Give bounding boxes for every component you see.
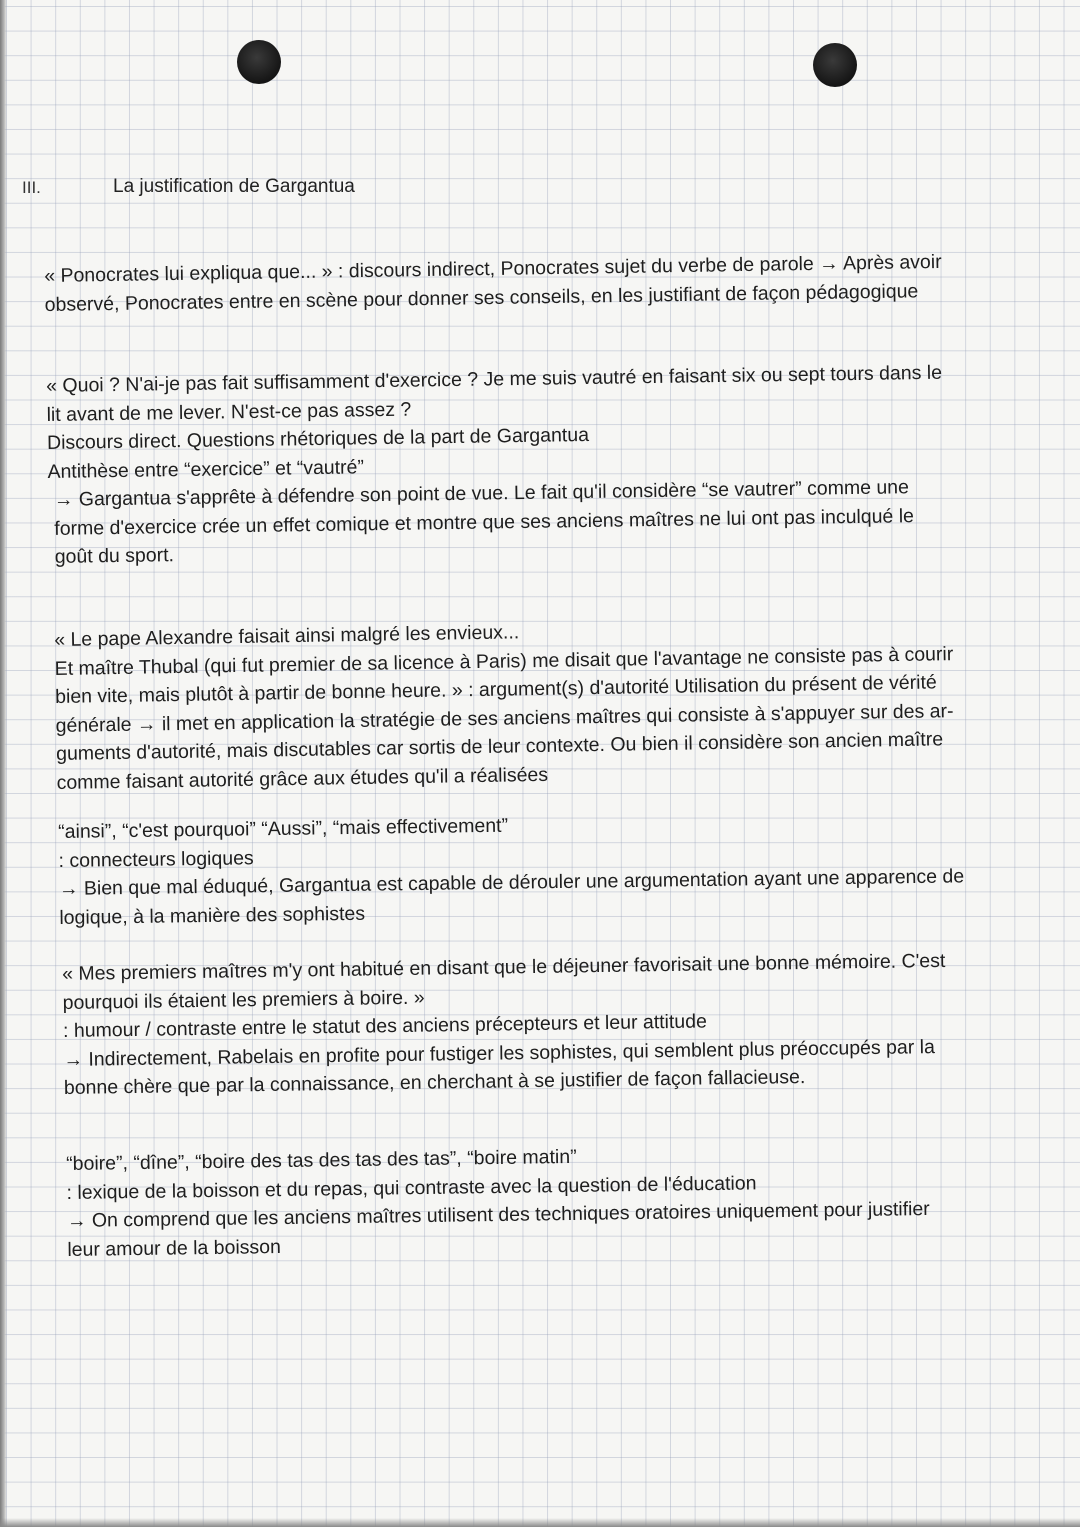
text-line: “ainsi”, “c'est pourquoi” “Aussi”, “mais effectivement” (58, 814, 509, 843)
paragraph-ponocrates (44, 248, 942, 319)
paragraph-connecteurs (58, 805, 965, 932)
text-line: “boire”, “dîne”, “boire des tas des tas des tas”, “boire matin” (66, 1145, 577, 1175)
text-line: Antithèse entre “exercice” et “vautré” (47, 455, 365, 483)
text-line: bonne chère que par la connaissance, en cherchant à se justifier de façon fallacieuse. (63, 1065, 806, 1099)
text-line: « Ponocrates lui expliqua que... » : discours indirect, Ponocrates sujet du verbe de parole → Après avoir (44, 250, 942, 287)
text-line: guments d'autorité, mais discutables car sortis de leur contexte. Ou bien il considère son ancien maître (55, 728, 944, 765)
text-line: : connecteurs logiques (58, 846, 254, 872)
section-title: La justification de Gargantua (113, 176, 355, 197)
paragraph-pape-alexandre (54, 611, 955, 797)
paragraph-lexique-boisson (66, 1138, 930, 1264)
text-line: Et maître Thubal (qui fut premier de sa licence à Paris) me disait que l'avantage ne consiste pas à courir (54, 642, 954, 680)
text-line: bien vite, mais plutôt à partir de bonne heure. » : argument(s) d'autorité Utilisation du présent de vérité (54, 671, 937, 708)
text-line: observé, Ponocrates entre en scène pour donner ses conseils, en les justifiant de façon pédagogique (44, 279, 919, 316)
paragraph-premiers-maitres (62, 947, 947, 1103)
text-line: Discours direct. Questions rhétoriques de la part de Gargantua (46, 423, 590, 454)
text-line: → On comprend que les anciens maîtres utilisent des techniques oratoires uniquement pour justifier (66, 1197, 930, 1232)
text-line: : lexique de la boisson et du repas, qui contraste avec la question de l'éducation (66, 1171, 757, 1204)
text-line: pourquoi ils étaient les premiers à boire. » (62, 986, 425, 1014)
text-line: générale → il met en application la stratégie de ses anciens maîtres qui consiste à s'appuyer sur des ar- (55, 699, 954, 737)
paragraph-quoi-exercice (46, 359, 945, 572)
section-number: III. (22, 178, 41, 197)
text-line: goût du sport. (54, 544, 175, 568)
text-line: « Le pape Alexandre faisait ainsi malgré les envieux... (54, 621, 520, 651)
text-line: forme d'exercice crée un effet comique et montre que ses anciens maîtres ne lui ont pas inculqué le (54, 504, 915, 540)
punch-hole-left (237, 40, 281, 84)
paper-bottom-edge (0, 1518, 1080, 1527)
text-line: comme faisant autorité grâce aux études qu'il a réalisées (56, 763, 549, 794)
text-line: : humour / contraste entre le statut des anciens précepteurs et leur attitude (62, 1010, 708, 1042)
text-line: leur amour de la boisson (67, 1235, 282, 1261)
text-line: « Mes premiers maîtres m'y ont habitué en disant que le déjeuner favorisait une bonne mémoire. C'est (62, 949, 946, 985)
punch-hole-right (813, 43, 857, 87)
paper-left-edge (0, 0, 7, 1527)
text-line: logique, à la manière des sophistes (59, 902, 366, 929)
text-line: → Gargantua s'apprête à défendre son point de vue. Le fait qu'il considère “se vautrer” comme une (53, 476, 910, 511)
text-line: « Quoi ? N'ai-je pas fait suffisamment d'exercice ? Je me suis vautré en faisant six ou sept tours dans le (46, 361, 943, 397)
text-line: lit avant de me lever. N'est-ce pas assez ? (46, 398, 412, 426)
text-line: → Indirectement, Rabelais en profite pour fustiger les sophistes, qui semblent plus préoccupés par la (63, 1035, 936, 1071)
text-line: → Bien que mal éduqué, Gargantua est capable de dérouler une argumentation ayant une apparence de (58, 865, 965, 900)
